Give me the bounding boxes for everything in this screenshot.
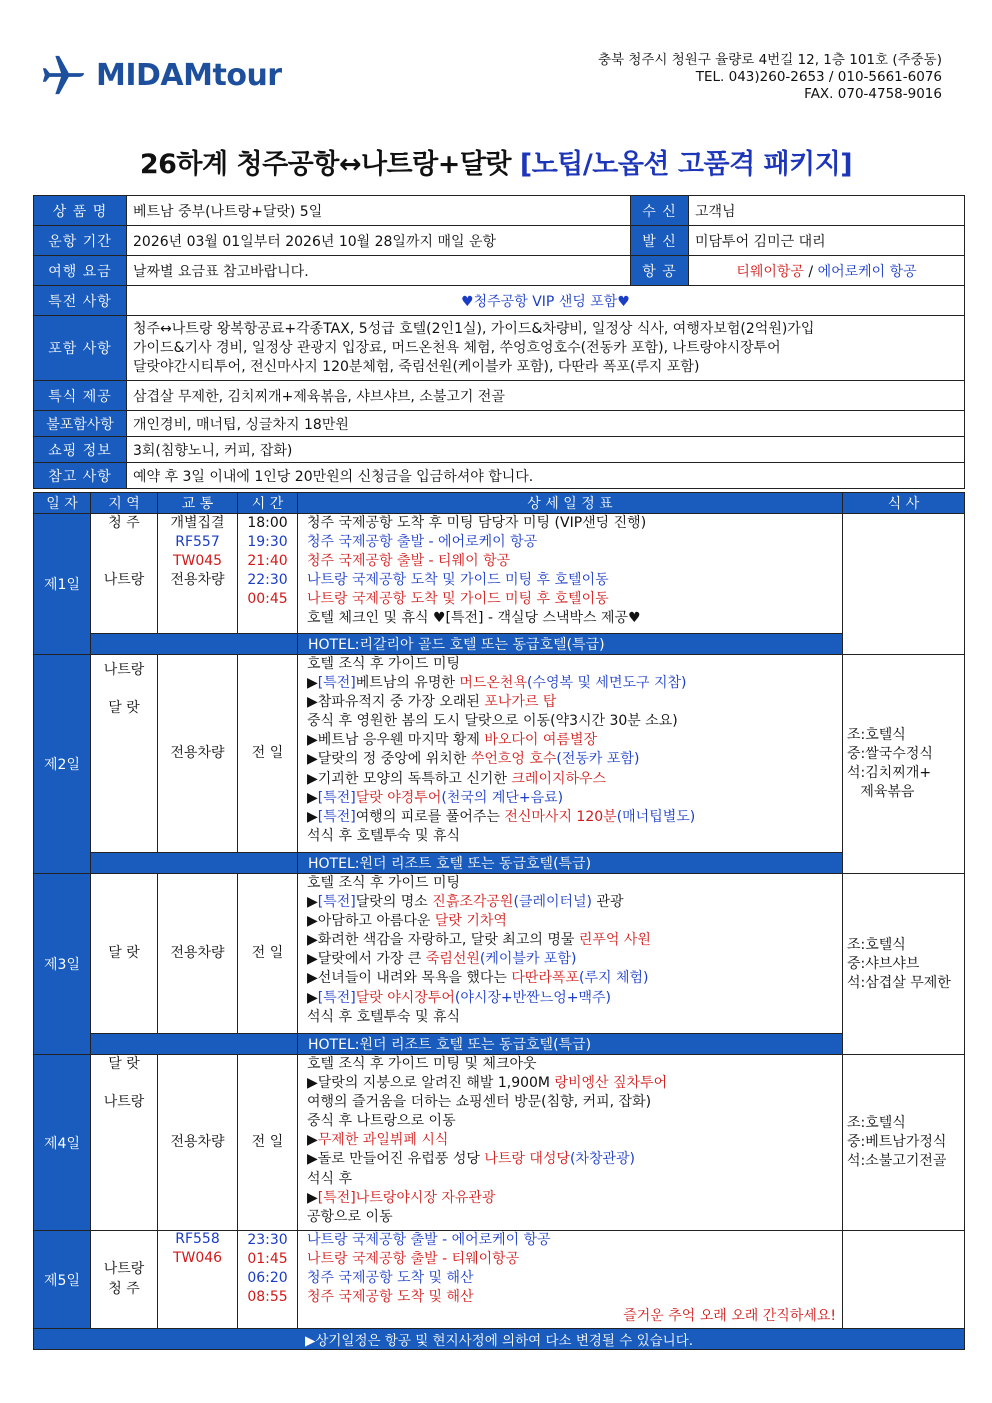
time-line: 19:30 xyxy=(247,534,288,551)
itinerary-segment: 무제한 과일뷔페 시식 xyxy=(317,1132,449,1149)
region-line: 달 랏 xyxy=(108,700,140,717)
meal-cell xyxy=(843,1055,965,1231)
itinerary-line xyxy=(307,1150,838,1169)
region-line: 나트랑 xyxy=(103,572,145,589)
itinerary-segment: 공항으로 이동 xyxy=(307,1208,393,1225)
fee-value: 날짜별 요금표 참고바랍니다. xyxy=(127,256,631,286)
shop-value: 3회(침향노니, 커피, 잡화) xyxy=(127,437,965,463)
itinerary-segment: ▶ xyxy=(307,1132,318,1149)
itinerary-segment: [특전]나트랑야시장 자유관광 xyxy=(317,1189,496,1206)
hotel-row xyxy=(34,634,965,655)
itinerary-line xyxy=(307,1208,838,1227)
itinerary-segment: [특전] xyxy=(317,894,356,911)
region-line: 나트랑 xyxy=(103,1261,145,1278)
time-cell xyxy=(238,1055,298,1231)
itinerary-segment: 쑤언흐엉 호수 xyxy=(470,751,557,768)
itinerary-segment: 랑비엥산 짚차투어 xyxy=(554,1075,668,1092)
meal-value: 삼겹살 무제한, 김치찌개+제육볶음, 샤브샤브, 소불고기 전골 xyxy=(127,381,965,411)
schedule-day-row xyxy=(34,655,965,853)
itinerary-segment: ▶달랏의 정 중앙에 위치한 xyxy=(307,751,471,768)
itinerary-segment: 나트랑 국제공항 출발 - 티웨이항공 xyxy=(307,1251,520,1268)
itinerary-line xyxy=(307,1008,838,1027)
itinerary-line xyxy=(307,731,838,750)
schedule-day-row xyxy=(34,1231,965,1329)
itinerary-segment: [특전] xyxy=(317,789,356,806)
hotel-info: HOTEL:리갈리아 골드 호텔 또는 동급호텔(특급) xyxy=(298,634,843,655)
transport-line: 전용차량 xyxy=(170,744,225,761)
itinerary-segment: 달랏 기차역 xyxy=(434,913,507,930)
from-value: 미담투어 김미근 대리 xyxy=(689,226,965,256)
itinerary-line xyxy=(307,571,838,590)
itinerary-line xyxy=(307,770,838,789)
transport-line: 전용차량 xyxy=(170,1133,225,1150)
region-cell xyxy=(91,874,158,1034)
note-label: 참고 사항 xyxy=(34,463,127,489)
meal-cell xyxy=(843,874,965,1055)
itinerary-segment: 중식 후 영원한 봄의 도시 달랏으로 이동(약3시간 30분 소요) xyxy=(307,713,678,730)
note-value: 예약 후 3일 이내에 1인당 20만원의 신청금을 입금하셔야 합니다. xyxy=(127,463,965,489)
schedule-header-row xyxy=(34,493,965,514)
transport-cell xyxy=(158,514,238,634)
transport-line: 개별집결 xyxy=(170,515,225,531)
itinerary-segment: 여행의 피로를 풀어주는 xyxy=(355,808,505,825)
detail-cell xyxy=(298,514,843,634)
airplane-icon xyxy=(40,52,86,98)
itinerary-segment: 나트랑 대성당 xyxy=(484,1151,570,1168)
itinerary-line xyxy=(307,1131,838,1150)
itinerary-segment: (야시장+반짠느엉+맥주) xyxy=(454,989,611,1006)
itinerary-segment: 석식 후 호텔투숙 및 휴식 xyxy=(307,1008,461,1025)
time-cell xyxy=(238,655,298,853)
itinerary-line xyxy=(307,533,838,552)
region-line: 달 랏 xyxy=(108,1056,140,1072)
hotel-row-blank xyxy=(91,634,298,655)
itinerary-segment: 호텔 조식 후 가이드 미팅 xyxy=(307,656,461,672)
itinerary-line xyxy=(307,712,838,731)
region-line: 나트랑 xyxy=(103,662,145,678)
transport-line: 전용차량 xyxy=(170,572,225,589)
fee-label: 여행 요금 xyxy=(34,256,127,286)
header-day: 일 자 xyxy=(34,493,91,514)
itinerary-segment: ▶아담하고 아름다운 xyxy=(307,913,435,930)
transport-line: RF558 xyxy=(175,1231,220,1247)
meal-line: 석:삼겹살 무제한 xyxy=(847,974,951,991)
include-value: 청주↔나트랑 왕복항공료+각종TAX, 5성급 호텔(2인1실), 가이드&차량비, 일정상 식사, 여행자보험(2억원)가입 가이드&기사 경비, 일정상 관광지 입장료, 머드온천욕 체험, 쑤엉흐엉호수(전동카 포함), 나트랑야시장투어 달랏야간시티투어, 전신마사지 120분체험, 죽림선원(케이블카 포함), 다딴라 폭포(루지 포함) xyxy=(127,316,965,381)
region-line: 청 주 xyxy=(108,1280,140,1297)
itinerary-line xyxy=(307,693,838,712)
hotel-row-blank xyxy=(91,853,298,874)
itinerary-line xyxy=(307,789,838,808)
itinerary-segment: [특전] xyxy=(317,989,356,1006)
header-meal: 식 사 xyxy=(843,493,965,514)
meal-cell xyxy=(843,655,965,874)
itinerary-segment: 바오다이 여름별장 xyxy=(484,732,597,749)
contact-info xyxy=(598,52,942,103)
itinerary-segment: ▶ xyxy=(307,789,318,806)
itinerary-segment: 석식 후 xyxy=(307,1170,353,1187)
itinerary-segment: 다딴라폭포 xyxy=(511,970,580,987)
page-title: 26하계 청주공항↔나트랑+달랏 [노팁/노옵션 고품격 패키지] xyxy=(139,149,853,180)
itinerary-line xyxy=(307,989,838,1008)
itinerary-segment: 청주 국제공항 출발 - 티웨이 항공 xyxy=(307,553,511,570)
meal-line: 중:베트남가정식 xyxy=(847,1134,947,1150)
day-label: 제5일 xyxy=(34,1231,91,1329)
region-cell xyxy=(91,514,158,634)
time-cell xyxy=(238,514,298,634)
meal-line: 석:소불고기전골 xyxy=(847,1153,947,1169)
fax: FAX. 070-4758-9016 xyxy=(804,86,942,102)
itinerary-segment: 나트랑 국제공항 출발 - 에어로케이 항공 xyxy=(307,1232,551,1248)
itinerary-segment: 진흙조각공원 xyxy=(432,894,514,911)
itinerary-segment: (루지 체험) xyxy=(579,970,649,987)
period-label: 운항 기간 xyxy=(34,226,127,256)
region-cell xyxy=(91,655,158,853)
itinerary-segment: 린푸억 사원 xyxy=(578,932,651,949)
transport-cell xyxy=(158,655,238,853)
meal-cell xyxy=(843,514,965,655)
region-line: 나트랑 xyxy=(103,1094,145,1111)
hotel-row xyxy=(34,853,965,874)
itinerary-segment: 청주 국제공항 도착 후 미팅 담당자 미팅 (VIP샌딩 진행) xyxy=(307,515,647,531)
itinerary-line xyxy=(307,1288,838,1307)
itinerary-segment: 나트랑 국제공항 도착 및 가이드 미팅 후 호텔이동 xyxy=(307,572,609,589)
detail-cell xyxy=(298,1231,843,1329)
itinerary-line xyxy=(307,674,838,693)
itinerary-segment: 중식 후 나트랑으로 이동 xyxy=(307,1113,456,1130)
telephone: TEL. 043)260-2653 / 010-5661-6076 xyxy=(695,69,942,85)
time-line: 21:40 xyxy=(247,553,288,570)
itinerary-segment: ▶화려한 색감을 자랑하고, 달랏 최고의 명물 xyxy=(307,932,579,949)
exclude-value: 개인경비, 매너팁, 싱글차지 18만원 xyxy=(127,411,965,437)
itinerary-segment: ▶ xyxy=(307,1189,318,1206)
product-value: 베트남 중부(나트랑+달랏) 5일 xyxy=(127,196,631,226)
itinerary-segment: 나트랑 국제공항 도착 및 가이드 미팅 후 호텔이동 xyxy=(307,591,609,608)
itinerary-segment: ▶ xyxy=(307,808,318,825)
time-line: 전 일 xyxy=(251,944,284,961)
special-label: 특전 사항 xyxy=(34,286,127,316)
region-cell xyxy=(91,1231,158,1329)
exclude-label: 불포함사항 xyxy=(34,411,127,437)
transport-line: TW045 xyxy=(172,553,223,570)
hotel-row xyxy=(34,1034,965,1055)
itinerary-segment: (차창관광) xyxy=(569,1151,635,1168)
day-label: 제3일 xyxy=(34,874,91,1055)
itinerary-segment: (천국의 계단+음료) xyxy=(441,789,564,806)
itinerary-line xyxy=(307,1250,838,1269)
schedule-day-row xyxy=(34,1055,965,1231)
detail-cell xyxy=(298,874,843,1034)
itinerary-segment: 달랏 야경투어 xyxy=(355,789,442,806)
itinerary-segment: ▶베트남 응우웬 마지막 황제 xyxy=(307,732,485,749)
page-header xyxy=(0,0,992,130)
itinerary-segment: (케이블카 포함) xyxy=(479,951,577,968)
itinerary-line xyxy=(307,750,838,769)
itinerary-segment: ▶참파유적지 중 가장 오래된 xyxy=(307,694,485,711)
itinerary-segment: [특전] xyxy=(317,675,356,692)
period-value: 2026년 03월 01일부터 2026년 10월 28일까지 매일 운항 xyxy=(127,226,631,256)
detail-cell xyxy=(298,655,843,853)
itinerary-line xyxy=(307,1231,838,1250)
meal-line: 조:호텔식 xyxy=(847,936,906,953)
itinerary-line xyxy=(307,1055,838,1074)
product-label: 상 품 명 xyxy=(34,196,127,226)
itinerary-line xyxy=(307,1093,838,1112)
transport-line: RF557 xyxy=(175,534,220,551)
itinerary-segment: 머드온천욕 xyxy=(459,675,527,692)
meal-line: 제육볶음 xyxy=(847,784,915,800)
day-label: 제4일 xyxy=(34,1055,91,1231)
time-line: 08:55 xyxy=(247,1289,288,1306)
region-line: 청 주 xyxy=(108,515,140,531)
itinerary-segment: ▶선녀들이 내려와 목욕을 했다는 xyxy=(307,970,512,987)
header-transport: 교 통 xyxy=(158,493,238,514)
meal-line: 중:샤브샤브 xyxy=(847,955,920,972)
itinerary-line xyxy=(307,1170,838,1189)
itinerary-segment: (수영복 및 세면도구 지참) xyxy=(526,675,687,692)
itinerary-line xyxy=(307,655,838,674)
meal-label: 특식 제공 xyxy=(34,381,127,411)
itinerary-segment: ▶ xyxy=(307,989,318,1006)
itinerary-segment: 청주 국제공항 출발 - 에어로케이 항공 xyxy=(307,534,538,551)
itinerary-line xyxy=(307,931,838,950)
header-detail: 상 세 일 정 표 xyxy=(298,493,843,514)
itinerary-line xyxy=(307,552,838,571)
meal-cell xyxy=(843,1231,965,1329)
footer-row xyxy=(34,1329,965,1350)
schedule-day-row xyxy=(34,874,965,1034)
header-time: 시 간 xyxy=(238,493,298,514)
airline-value: 티웨이항공 / 에어로케이 항공 xyxy=(689,256,965,286)
region-line xyxy=(95,552,153,571)
detail-cell xyxy=(298,1055,843,1231)
transport-cell xyxy=(158,1055,238,1231)
itinerary-segment: [특전] xyxy=(317,808,356,825)
itinerary-segment: 청주 국제공항 도착 및 해산 xyxy=(307,1289,474,1306)
time-line: 전 일 xyxy=(251,1133,284,1150)
itinerary-segment: ▶기괴한 모양의 독특하고 신기한 xyxy=(307,770,512,787)
special-value: ♥청주공항 VIP 샌딩 포함♥ xyxy=(127,286,965,316)
itinerary-line xyxy=(307,950,838,969)
time-line: 00:45 xyxy=(247,591,288,608)
itinerary-segment: (클레이터널) xyxy=(513,894,592,911)
schedule-table xyxy=(33,492,965,1350)
header-region: 지 역 xyxy=(91,493,158,514)
itinerary-line xyxy=(307,590,838,609)
time-cell xyxy=(238,874,298,1034)
region-line: 달 랏 xyxy=(108,944,140,961)
time-line: 전 일 xyxy=(251,744,284,761)
itinerary-segment: 관광 xyxy=(592,894,624,911)
itinerary-line xyxy=(307,1074,838,1093)
itinerary-segment: 포나가르 탑 xyxy=(484,694,557,711)
itinerary-segment: 호텔 조식 후 가이드 미팅 xyxy=(307,875,461,891)
itinerary-segment: 호텔 조식 후 가이드 미팅 및 체크아웃 xyxy=(307,1056,537,1072)
itinerary-line xyxy=(307,827,838,846)
itinerary-segment: 죽림선원 xyxy=(425,951,480,968)
company-logo xyxy=(40,52,282,98)
to-label: 수 신 xyxy=(631,196,689,226)
transport-line: 전용차량 xyxy=(170,944,225,961)
itinerary-line xyxy=(307,1269,838,1288)
transport-cell xyxy=(158,874,238,1034)
hotel-info: HOTEL:원더 리조트 호텔 또는 동급호텔(특급) xyxy=(298,853,843,874)
itinerary-line xyxy=(307,893,838,912)
day-label: 제1일 xyxy=(34,514,91,655)
meal-line: 조:호텔식 xyxy=(847,727,906,743)
meal-line: 중:쌀국수정식 xyxy=(847,746,933,762)
itinerary-segment: ▶돌로 만들어진 유럽풍 성당 xyxy=(307,1151,485,1168)
meal-line: 조:호텔식 xyxy=(847,1115,906,1131)
time-line: 23:30 xyxy=(247,1232,288,1248)
schedule-day-row xyxy=(34,514,965,634)
time-line: 18:00 xyxy=(247,515,288,531)
itinerary-segment: 달랏 야시장투어 xyxy=(355,989,455,1006)
time-line: 22:30 xyxy=(247,572,288,589)
itinerary-line xyxy=(307,609,838,628)
time-line: 06:20 xyxy=(247,1270,288,1287)
itinerary-segment: 크레이지하우스 xyxy=(511,770,607,787)
day-label: 제2일 xyxy=(34,655,91,874)
logo-text: MIDAMtour xyxy=(96,57,282,93)
itinerary-segment: ▶달랏의 지붕으로 알려진 해발 1,900M xyxy=(307,1075,555,1092)
region-line xyxy=(95,1074,153,1093)
itinerary-segment: (전동카 포함) xyxy=(556,751,640,768)
meal-line: 석:김치찌개+ xyxy=(847,765,932,781)
transport-cell xyxy=(158,1231,238,1329)
time-line: 01:45 xyxy=(247,1251,288,1268)
hotel-row-blank xyxy=(91,1034,298,1055)
address: 충북 청주시 청원구 율량로 4번길 12, 1층 101호 (주중동) xyxy=(597,52,942,68)
closing-message: 즐거운 추억 오래 오래 간직하세요! xyxy=(623,1308,836,1325)
itinerary-segment: 청주 국제공항 도착 및 해산 xyxy=(307,1270,474,1287)
region-line xyxy=(95,533,153,552)
itinerary-segment: 석식 후 호텔투숙 및 휴식 xyxy=(307,827,461,844)
itinerary-segment: (매너팁별도) xyxy=(616,808,696,825)
to-value: 고객님 xyxy=(689,196,965,226)
itinerary-line xyxy=(307,808,838,827)
airline-label: 항 공 xyxy=(631,256,689,286)
itinerary-segment: 달랏의 명소 xyxy=(355,894,433,911)
itinerary-line xyxy=(307,874,838,893)
itinerary-line xyxy=(307,514,838,533)
transport-line: TW046 xyxy=(172,1250,223,1267)
footer-note: ▶상기일정은 항공 및 현지사정에 의하여 다소 변경될 수 있습니다. xyxy=(34,1329,965,1350)
time-cell xyxy=(238,1231,298,1329)
itinerary-segment: ▶ xyxy=(307,894,318,911)
itinerary-line xyxy=(307,1112,838,1131)
region-line xyxy=(95,680,153,699)
itinerary-segment: ▶ xyxy=(307,675,318,692)
itinerary-segment: ▶달랏에서 가장 큰 xyxy=(307,951,426,968)
itinerary-line xyxy=(307,912,838,931)
itinerary-segment: 여행의 즐거움을 더하는 쇼핑센터 방문(침향, 커피, 잡화) xyxy=(307,1094,652,1111)
itinerary-line xyxy=(307,1189,838,1208)
from-label: 발 신 xyxy=(631,226,689,256)
itinerary-segment: 베트남의 유명한 xyxy=(355,675,460,692)
itinerary-segment: 전신마사지 120분 xyxy=(504,808,617,825)
include-label: 포함 사항 xyxy=(34,316,127,381)
product-info-table xyxy=(33,195,965,489)
itinerary-segment: 호텔 체크인 및 휴식 ♥[특전] - 객실당 스낵박스 제공♥ xyxy=(307,610,641,627)
shop-label: 쇼핑 정보 xyxy=(34,437,127,463)
region-cell xyxy=(91,1055,158,1231)
hotel-info: HOTEL:원더 리조트 호텔 또는 동급호텔(특급) xyxy=(298,1034,843,1055)
itinerary-line xyxy=(307,969,838,988)
